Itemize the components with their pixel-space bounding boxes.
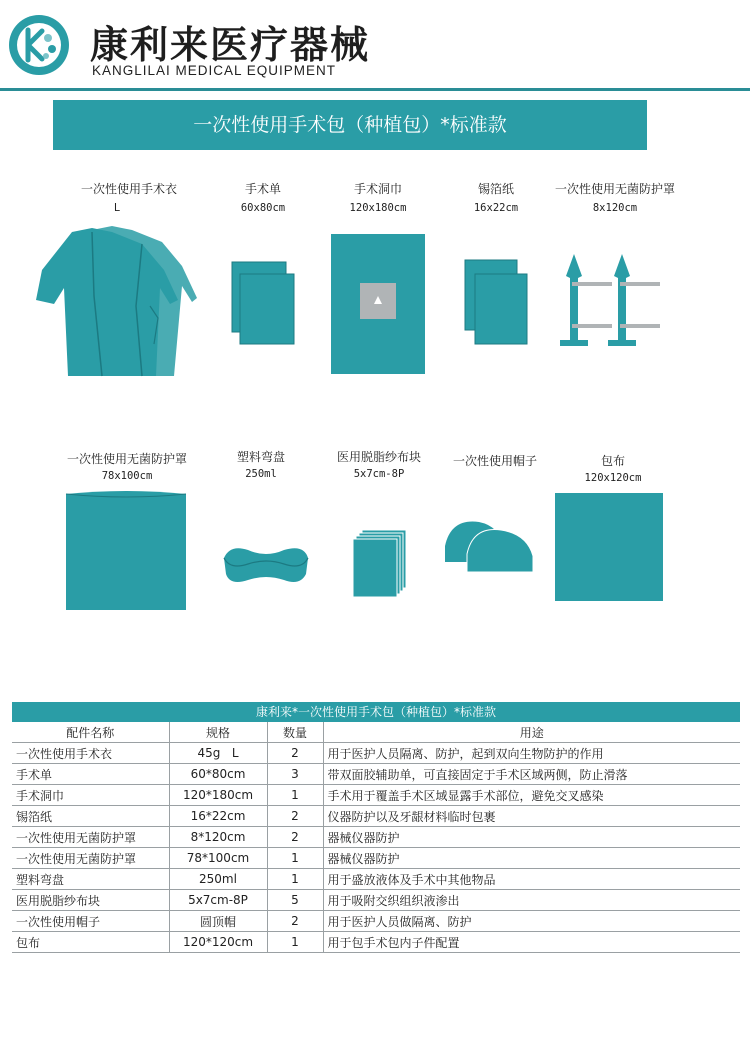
brand-name-en: KANGLILAI MEDICAL EQUIPMENT — [92, 63, 337, 78]
item-spec: 250ml — [245, 468, 277, 480]
item-spec: L — [113, 202, 121, 214]
item-spec: 120x180cm — [349, 202, 407, 214]
fenestrated-drape-icon — [331, 234, 425, 374]
foil-icon — [463, 258, 529, 348]
table-row — [12, 890, 740, 911]
table-row — [12, 827, 740, 848]
item-spec: 5x7cm-8P — [353, 468, 405, 480]
cell-use: 仪器防护以及牙龈材料临时包裹 — [323, 806, 740, 827]
cell-name: 一次性使用帽子 — [12, 911, 169, 932]
item-label: 锡箔纸 — [477, 182, 514, 196]
header-divider — [0, 88, 750, 91]
item-spec: 8x120cm — [592, 202, 638, 214]
cell-spec: 8*120cm — [169, 827, 267, 848]
item-label: 一次性使用手术衣 — [80, 182, 177, 196]
cell-spec: 圆顶帽 — [169, 911, 267, 932]
cell-use: 用于医护人员做隔离、防护 — [323, 911, 740, 932]
cell-name: 锡箔纸 — [12, 806, 169, 827]
cell-spec: 78*100cm — [169, 848, 267, 869]
table-row — [12, 785, 740, 806]
cell-qty: 2 — [267, 827, 323, 848]
column-header: 规格 — [169, 722, 267, 743]
cap-icon — [443, 516, 535, 576]
cell-qty: 2 — [267, 743, 323, 764]
table-title: 康利来*一次性使用手术包（种植包）*标准款 — [12, 702, 740, 722]
sleeve-cover-icon — [558, 250, 660, 350]
gown-icon — [32, 226, 202, 378]
cell-qty: 2 — [267, 806, 323, 827]
cell-use: 用于医护人员隔离、防护，起到双向生物防护的作用 — [323, 743, 740, 764]
cell-spec: 120*180cm — [169, 785, 267, 806]
cell-qty: 5 — [267, 890, 323, 911]
cell-qty: 1 — [267, 785, 323, 806]
item-label: 医用脱脂纱布块 — [336, 450, 421, 464]
item-spec: 16x22cm — [473, 202, 519, 214]
item-label: 一次性使用帽子 — [452, 454, 537, 468]
column-header: 数量 — [267, 722, 323, 743]
component-table — [12, 722, 740, 953]
item-label: 包布 — [600, 454, 625, 468]
cell-spec: 45g L — [169, 743, 267, 764]
table-row — [12, 764, 740, 785]
item-label: 一次性使用无菌防护罩 — [554, 182, 675, 196]
item-spec: 78x100cm — [101, 470, 153, 482]
cell-use: 器械仪器防护 — [323, 848, 740, 869]
item-label: 手术单 — [244, 182, 281, 196]
cell-use: 用于包手术包内子件配置 — [323, 932, 740, 953]
wrap-cloth-icon — [555, 493, 663, 601]
cell-name: 一次性使用手术衣 — [12, 743, 169, 764]
cell-name: 手术单 — [12, 764, 169, 785]
table-row — [12, 869, 740, 890]
cell-name: 一次性使用无菌防护罩 — [12, 848, 169, 869]
cell-spec: 16*22cm — [169, 806, 267, 827]
kidney-dish-icon — [220, 540, 312, 590]
cell-qty: 1 — [267, 869, 323, 890]
table-row — [12, 848, 740, 869]
gauze-icon — [352, 528, 410, 598]
cell-use: 手术用于覆盖手术区域显露手术部位，避免交叉感染 — [323, 785, 740, 806]
cell-qty: 1 — [267, 848, 323, 869]
brand-logo-icon — [8, 14, 70, 76]
page-title: 一次性使用手术包（种植包）*标准款 — [193, 114, 507, 136]
brand-name-cn: 康利来医疗器械 — [90, 23, 371, 67]
cell-spec: 120*120cm — [169, 932, 267, 953]
item-label: 一次性使用无菌防护罩 — [66, 452, 187, 466]
table-row — [12, 932, 740, 953]
cell-spec: 5x7cm-8P — [169, 890, 267, 911]
cover-icon — [64, 488, 188, 610]
cell-name: 塑料弯盘 — [12, 869, 169, 890]
cell-qty: 1 — [267, 932, 323, 953]
table-row — [12, 743, 740, 764]
item-label: 手术洞巾 — [353, 182, 402, 196]
column-header: 配件名称 — [12, 722, 169, 743]
cell-spec: 250ml — [169, 869, 267, 890]
column-header: 用途 — [323, 722, 740, 743]
table-row — [12, 911, 740, 932]
cell-use: 用于吸附交织组织液渗出 — [323, 890, 740, 911]
item-label: 塑料弯盘 — [236, 450, 285, 464]
cell-spec: 60*80cm — [169, 764, 267, 785]
item-spec: 120x120cm — [584, 472, 642, 484]
cell-name: 手术洞巾 — [12, 785, 169, 806]
table-header-row — [12, 722, 740, 743]
cell-name: 包布 — [12, 932, 169, 953]
cell-use: 带双面胶辅助单，可直接固定于手术区域两侧，防止滑落 — [323, 764, 740, 785]
cell-use: 器械仪器防护 — [323, 827, 740, 848]
cell-qty: 3 — [267, 764, 323, 785]
item-spec: 60x80cm — [240, 202, 286, 214]
cell-name: 医用脱脂纱布块 — [12, 890, 169, 911]
cell-qty: 2 — [267, 911, 323, 932]
cell-use: 用于盛放液体及手术中其他物品 — [323, 869, 740, 890]
sheet-icon — [230, 258, 296, 348]
cell-name: 一次性使用无菌防护罩 — [12, 827, 169, 848]
table-row — [12, 806, 740, 827]
